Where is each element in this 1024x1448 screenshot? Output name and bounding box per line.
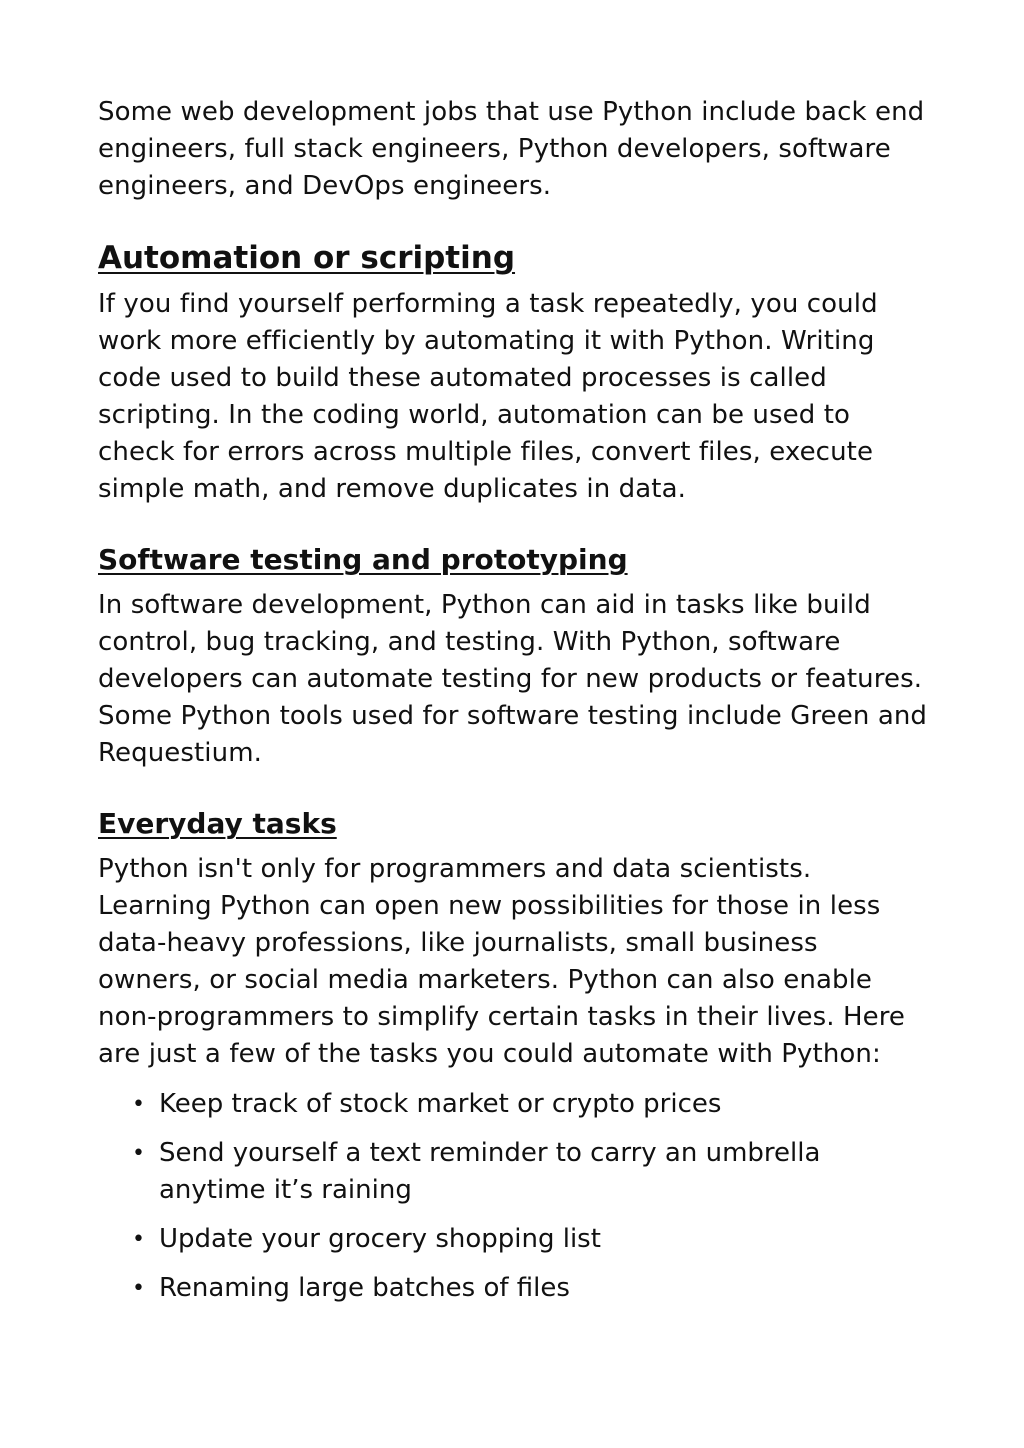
bullet-icon: • [132, 1141, 145, 1166]
document-content [98, 94, 928, 1307]
list-item-text: Send yourself a text reminder to carry an umbrella anytime it’s raining [159, 1138, 821, 1205]
list-item-text: Renaming large batches of files [159, 1273, 570, 1303]
list-item [132, 1135, 928, 1209]
bullet-icon: • [132, 1092, 145, 1117]
section-heading-testing: Software testing and prototyping [98, 543, 628, 576]
list-item [132, 1086, 928, 1123]
intro-paragraph: Some web development jobs that use Python include back end engineers, full stack engineers, Python developers, software engineers, and DevOps engineers. [98, 97, 925, 201]
list-item [132, 1221, 928, 1258]
section-paragraph-automation: If you find yourself performing a task repeatedly, you could work more efficiently by automating it with Python. Writing code used to build these automated processes is called scripting. In the coding world, automation can be used to check for errors across multiple files, convert files, execute simple math, and remove duplicates in data. [98, 289, 878, 504]
list-item-text: Keep track of stock market or crypto prices [159, 1089, 722, 1119]
section-paragraph-testing: In software development, Python can aid in tasks like build control, bug tracking, and testing. With Python, software developers can automate testing for new products or features. Some Python tools used for software testing include Green and Requestium. [98, 590, 928, 768]
bullet-icon: • [132, 1227, 145, 1252]
section-heading-automation: Automation or scripting [98, 240, 516, 276]
everyday-tasks-list [98, 1086, 928, 1307]
section-paragraph-everyday: Python isn't only for programmers and data scientists. Learning Python can open new possibilities for those in less data-heavy professions, like journalists, small business owners, or social media marketers. Python can also enable non-programmers to simplify certain tasks in their lives. Here are just a few of the tasks you could automate with Python: [98, 854, 906, 1069]
list-item-text: Update your grocery shopping list [159, 1224, 601, 1254]
bullet-icon: • [132, 1276, 145, 1301]
list-item [132, 1270, 928, 1307]
section-heading-everyday: Everyday tasks [98, 807, 337, 840]
